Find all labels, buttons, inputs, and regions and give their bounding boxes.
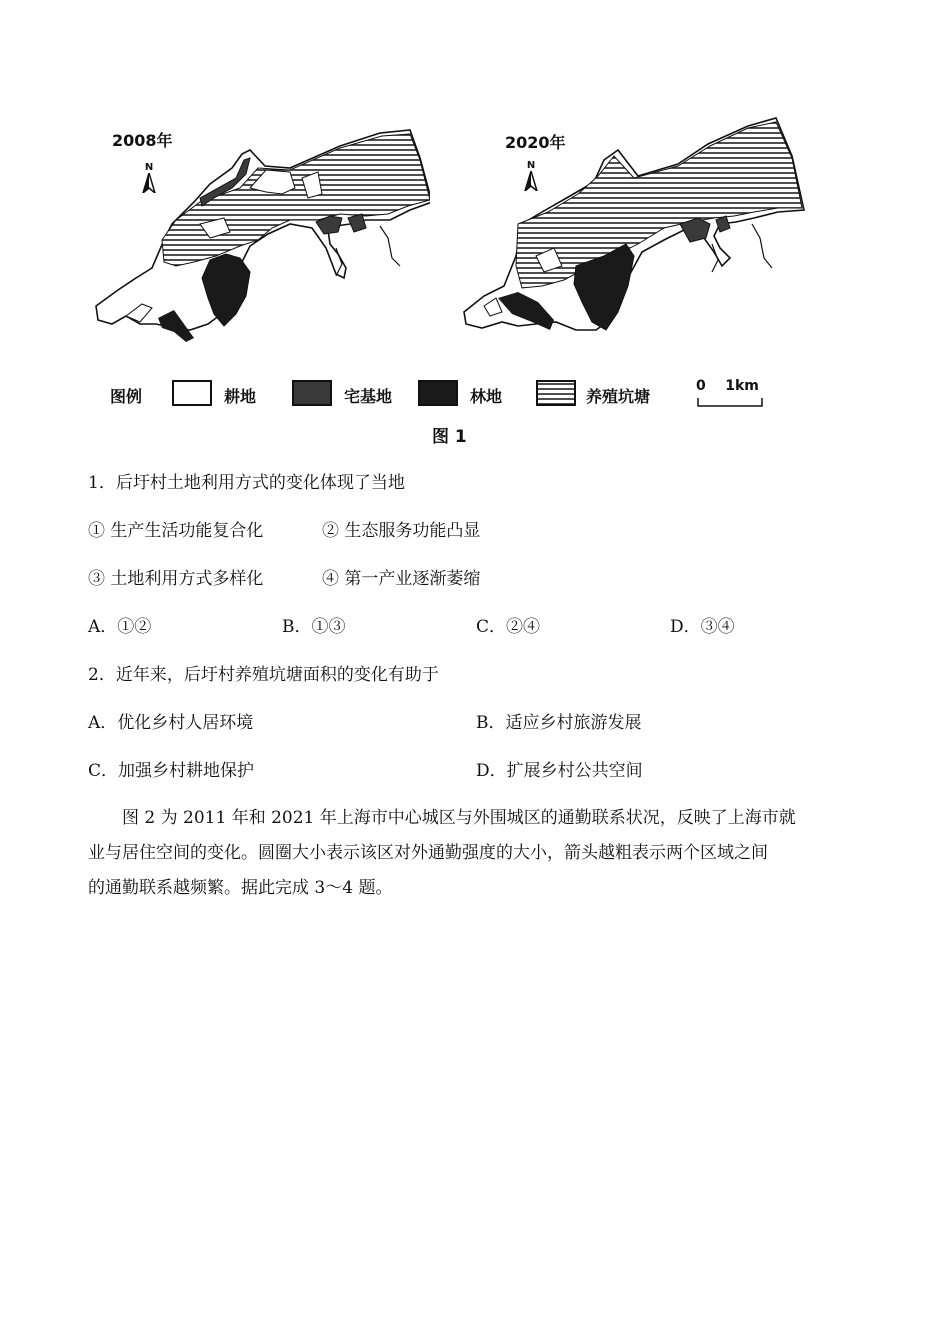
north-label: N <box>526 160 536 171</box>
q1-option-a[interactable]: A．①② <box>88 617 152 637</box>
map-2020 <box>458 116 808 346</box>
map-2008 <box>90 128 430 358</box>
legend-label-homestead: 宅基地 <box>344 387 393 406</box>
legend-swatch-cropland <box>172 380 212 406</box>
legend-label-ponds: 养殖坑塘 <box>586 387 651 406</box>
q2-option-d[interactable]: D．扩展乡村公共空间 <box>476 761 643 781</box>
q1-option-c[interactable]: C．②④ <box>476 617 541 637</box>
map-legend <box>110 378 790 410</box>
legend-title: 图例 <box>110 387 143 406</box>
q2-stem: 2．近年来，后圩村养殖坑塘面积的变化有助于 <box>88 665 439 685</box>
q1-stem: 1．后圩村土地利用方式的变化体现了当地 <box>88 473 405 493</box>
q1-statement-1: ① 生产生活功能复合化 <box>88 521 264 541</box>
legend-label-cropland: 耕地 <box>224 387 257 406</box>
legend-label-forest: 林地 <box>470 387 503 406</box>
map-year-2008: 2008年 <box>112 131 173 150</box>
legend-swatch-homestead <box>292 380 332 406</box>
q1-statement-2: ② 生态服务功能凸显 <box>322 521 481 541</box>
map-year-2020: 2020年 <box>505 133 566 152</box>
q1-option-d[interactable]: D．③④ <box>670 617 735 637</box>
figure-caption: 图 1 <box>432 427 467 447</box>
q2-option-c[interactable]: C．加强乡村耕地保护 <box>88 761 255 781</box>
scale-bar <box>696 396 766 408</box>
q2-option-b[interactable]: B．适应乡村旅游发展 <box>476 713 642 733</box>
q1-option-b[interactable]: B．①③ <box>282 617 346 637</box>
passage-line-2: 业与居住空间的变化。圆圈大小表示该区对外通勤强度的大小，箭头越粗表示两个区域之间 <box>88 843 768 863</box>
q2-option-a[interactable]: A．优化乡村人居环境 <box>88 713 254 733</box>
passage-line-1: 图 2 为 2011 年和 2021 年上海市中心城区与外围城区的通勤联系状况，反映了上海市就 <box>122 808 796 828</box>
legend-scale: 0 1km <box>696 378 759 394</box>
legend-swatch-ponds <box>536 380 576 406</box>
legend-swatch-forest <box>418 380 458 406</box>
q1-statement-4: ④ 第一产业逐渐萎缩 <box>322 569 481 589</box>
north-label: N <box>144 162 154 173</box>
q1-statement-3: ③ 土地利用方式多样化 <box>88 569 264 589</box>
passage-line-3: 的通勤联系越频繁。据此完成 3～4 题。 <box>88 878 393 898</box>
